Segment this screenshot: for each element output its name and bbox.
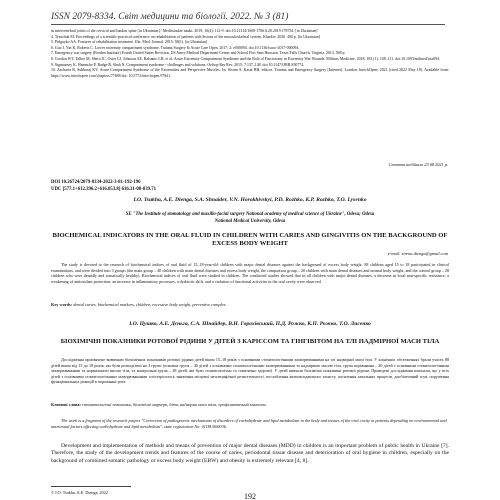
- reference-item: 8. Gordon WT, Talbot M, Shero JC, Osier CJ, Johnson AE, Balsamo LH, et al. Acute Extremity Compartment Syndrome and the Role of Fasciotomy in Extremity War Wounds. Military Medicine. 2018; 183 (1): 108–111. doi:10.1093/milmed/usx094.: [51, 56, 441, 61]
- doi-line: DOI 10.26724/2079-8334-2022-3-81-192-196: [51, 180, 141, 185]
- abstract-ukrainian-text: Дослідження присвячене вивченню біохімічних показників ротової рідини дітей віком 15–18 років з основними стоматологічними захворюваннями на тлі надмірної маси тіла. У клінічних обстеженнях брали участь 88 дітей віком від 15 до 18 років, які були розподілені на 3 групи (основна група – 40 дітей з основними стоматологічними захворюваннями та надмірною масою тіла, група порівняння – 20 дітей з основними стоматологічними захворюваннями та нормальною масою тіла, та контрольна група – 28 дітей, які були стоматологічно та соматично здорові). У дітей вивчали біохімічні показники ротової рідини. Проведені дослідження показали, що у всіх дітей з основними стоматологічними захворюваннями спостерігалось зниження місцевої неспецифічної резистентності, послаблення антиоксидантного захисту, посилення запальних процесів, дисбіотичний зсув, порушення функціональних реакцій в порожнині рота.: [51, 357, 449, 385]
- keywords-label: Key words:: [51, 302, 73, 307]
- reference-item: 7. Emergency war surgery (Borden Institute) Fourth United States Revision. US Army Medical Department Center and School Fort Sam Houston. Texas Falls Church, Virginia. 2013. 568 p.: [51, 51, 346, 56]
- accepted-date: Стаття надійшла 23.08.2021 р.: [388, 162, 448, 167]
- footnote-rule: [51, 486, 131, 487]
- article-title-ukrainian: БІОХІМІЧНІ ПОКАЗНИКИ РОТОВОЇ РІДИНИ У ДІТЕЙ З КАРІЄСОМ ТА ГІНГІВІТОМ НА ТЛІ НАДМІРНОЇ МАСИ ТІЛА: [60, 338, 440, 345]
- keywords-text: dental caries, biochemical markers, children, excessive body weight, preventive complex.: [72, 302, 227, 307]
- reference-item: 5. Pidgayko AA. Features of rehabilitation treatment. Ukr. Med. Journal. 2015; 58(1). [in Ukrainian]: [51, 40, 208, 45]
- reference-item: 4. Tymchuk M. Proceedings of a scientific-practical conference on rehabilitation of patients with lesions of the musculoskeletal system. Kharkiv, 2020. 400 p. [in Ukrainian]: [51, 34, 320, 39]
- abstract-english-text: The study is devoted to the research of biochemical indices of oral fluid of 15–18-year-old children with major dental diseases against the background of excess body weight. 88 children aged 15 to 18 participated in clinical examinations, and were divided into 3 groups (the main group – 40 children with main dental diseases and excess body weight, the comparison group – 20 children with main dental diseases and normal body weight, and the control group – 28 children who were dentally and somatically healthy). Biochemical indices of oral fluid were studied in children. The conducted studies showed that in all children with major dental diseases, a decrease in local non-specific resistance, a weakening of antioxidant protection, an increase in inflammatory processes, a dysbiotic shift, and a violation of functional activities in the oral cavity were observed.: [51, 262, 449, 284]
- copyright: © I.O. Tsukha, A.E. Dienga, 2022: [51, 490, 108, 495]
- affiliation: SE "The Institute of stomatology and maxillo-facial surgery National academy of medical science of Ukraine", Odesa; Odesa National Medical University, Odesa: [125, 212, 375, 224]
- keywords-ukrainian: [51, 402, 449, 408]
- reference-item: 6. Guo J, Yin K, Roberts C. Lower extremity compartment syndrome. Trauma Surgery & Acute Care Open. 2017; 2: e000094. doi:10.1136/tsaco-2017-000094.: [51, 45, 300, 50]
- keywords-text: стоматологічні показники, біохімічні маркери, діти, надмірна маса тіла, профілактичний комплекс.: [80, 402, 268, 407]
- contact-email: e-mail: sirena.dienga@gmail.com: [387, 251, 448, 256]
- authors-ukrainian: І.О. Цушко, А.Е. Дєньга, С.А. Шнайдер, В.Н. Горохівський, П.Д. Рожко, К.П. Рожко, Т.О. Лисенко: [129, 321, 371, 327]
- article-title-english: BIOCHEMICAL INDICATORS IN THE ORAL FLUID IN CHILDREN WITH CARIES AND GINGIVITIS ON THE BACKGROUND OF EXCESS BODY WEIGHT: [52, 232, 448, 248]
- doi-block: [51, 180, 156, 194]
- keywords-english: [51, 302, 449, 308]
- abstract-ukrainian: [51, 357, 449, 385]
- body-paragraph: [51, 443, 449, 465]
- body-paragraph-text: Development and implementation of methods and means of prevention of major dental diseases (MDD) in children is an important problem of public health in Ukraine [7]. Therefore, the study of the development trends and features of the course of caries, periodontal tissue disease and deterioration of oral hygiene in children, especially on the background of combined somatic pathology or excess body weight (EBW) and obesity is extremely relevant [4, 8].: [51, 443, 449, 464]
- reference-item: 9. Sigmunsey K, Hamnche P, Badge R, Shah N. Compartment syndrome - challenges and solutions. Orthop Res Rev. 2015; 7:137–148. doi:10.2147/ORR.S50774.: [51, 62, 305, 67]
- keywords-label: Ключові слова:: [51, 402, 81, 407]
- research-project-note: [51, 418, 449, 430]
- authors-english: I.O. Tsukha, A.E. Dienga, S.A. Shnaider, V.N. Horokhivskyi, P.D. Rozhko, K.P. Rozhko, T.O. Lysenko: [133, 197, 367, 203]
- abstract-english: [51, 262, 449, 284]
- reference-item: in intervertebral joints of the cervical and lumbar spine [in Ukrainian] / Meditsinskie nauki. 2019; 10(4): 112-9. doi:10.21314/1608-1706.6.20.2019.178754. [in Ukrainian]: [51, 29, 318, 33]
- reference-item: 10. Zacharia B, Subbaraj KV. Acute Compartment Syndrome of the Extremities and Perspective Muscles. In: Sivam S, Kasat BH, editors. Trauma and Emergency Surgery [Internet]. London: IntechOpen; 2021 [cited 2022 May 18]. Available from: https://www.intechopen.com/chapters/77688 doi: 10.5772/intechopen.97841.: [51, 68, 449, 78]
- running-header: ISSN 2079-8334. Світ медицини та біології. 2022. № 3 (81): [51, 12, 445, 25]
- udc-line: UDC [577.1+612.396.2+616.053.8] 616.31-08-039.71: [51, 186, 156, 192]
- page-number: 192: [244, 492, 256, 500]
- reference-list: [51, 29, 449, 79]
- research-project-note-text: The work is a fragment of the research project "Correction of pathogenetic mechanisms of disorders of carbohydrate and lipid metabolism in the body and tissues of the oral cavity in patients depending on environmental and nutritional factors affecting carbohydrate and lipid metabolism", state registration No. 0118U000036.: [51, 418, 447, 429]
